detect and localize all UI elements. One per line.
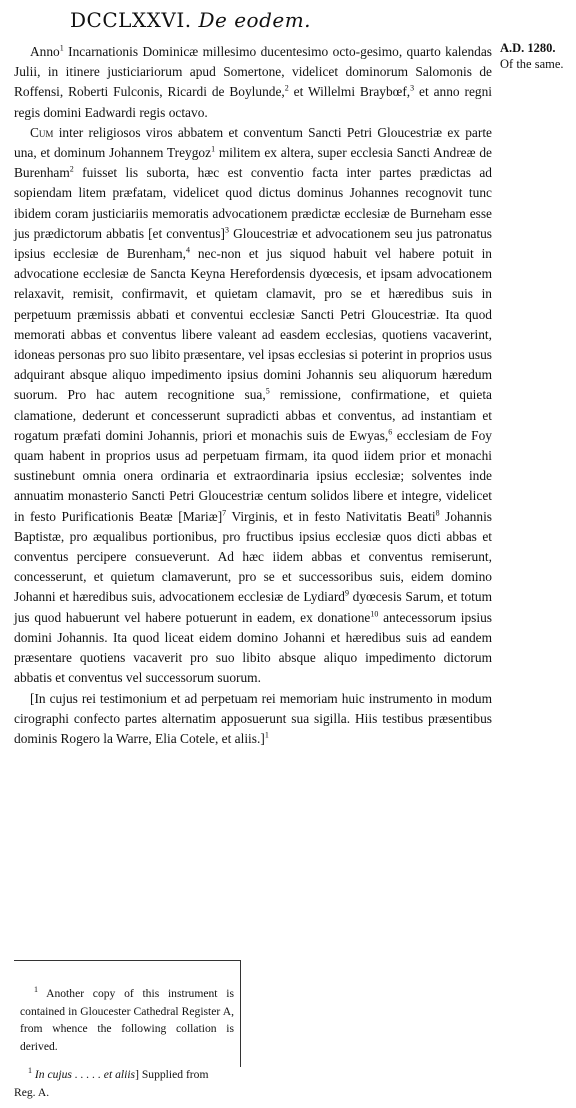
- text-segment: Incarnationis Dominicæ millesimo ducentesimo octo-gesimo, quarto kalendas Julii, in itinere justiciariorum apud Somertone, videlicet dominorum Salomonis de Roffensi, Roberti Fulconis, Ricardi de Boylunde,: [14, 44, 492, 100]
- footnote-ref: 2: [69, 164, 74, 174]
- footnote-lemma: In cujus . . . . . et aliis: [32, 1068, 136, 1081]
- text-segment: remissione, confirmatione, et quieta clamatione, dederunt et concesserunt supradicti abbas et conventus, ad instantiam et rogatum præfati domini Johannis, priori et monachis suis de Ewyas,: [14, 387, 492, 443]
- text-segment: dyœcesis Sarum, et totum jus quod habuerunt vel habere potuerunt in eadem, ex donatione: [14, 589, 492, 625]
- footnote-ref: 5: [265, 386, 270, 396]
- footnote-ref: 8: [435, 508, 440, 518]
- text-segment: Johannis Baptistæ, pro æqualibus portionibus, pro fructibus ipsius ecclesiæ quos dicti abbas et conventus percipere consueverunt. Ad hæc iidem abbas et conventus remiserunt, concesserunt, et quietum clamaverunt, pro se et successoribus suis, eidem domino Johanni et hæredibus suis, advocationem ecclesiæ de Lydiard: [14, 508, 492, 605]
- footnote-ref: 3: [225, 225, 230, 235]
- footnote-text: [14, 1066, 230, 1101]
- charter-subtitle: De eodem.: [198, 8, 312, 32]
- paragraph-testimony: [14, 689, 492, 750]
- charter-number: DCCLXXVI.: [70, 8, 192, 32]
- text-segment: Gloucestriæ et advocationem seu jus patronatus ipsius ecclesiæ de Burenham,: [14, 225, 492, 262]
- footnote-boxed: [14, 960, 241, 1067]
- text-segment: Cum: [30, 124, 54, 140]
- charter-text: [14, 42, 492, 749]
- footnote-ref: 7: [222, 508, 227, 518]
- paragraph-agreement: [14, 123, 492, 689]
- text-segment: inter religiosos viros abbatem et conventum Sancti Petri Gloucestriæ ex parte una, et dominum Johannem Treygoz: [14, 124, 492, 161]
- text-segment: Anno: [30, 44, 60, 59]
- text-segment: militem ex altera, super ecclesia Sancti Andreæ de Burenham: [14, 145, 492, 181]
- text-segment: et Willelmi Braybœf,: [288, 84, 411, 100]
- text-segment: ecclesiam de Foy quam habent in proprios usus ad perpetuam firmam, ita quod iidem prior et monachi sustinebunt omnia onera ordinaria et extraordinaria ipsius ecclesiæ; solventes inde annuatim monasterio Sancti Petri Gloucestriæ centum solidos libere et integre, videlicet in festo Purificationis Beatæ [Mariæ]: [14, 427, 492, 524]
- text-segment: Virginis, et in festo Nativitatis Beati: [226, 508, 436, 524]
- footnote-number: 1: [34, 985, 38, 995]
- footnote-ref: 10: [370, 609, 379, 619]
- footnote-collation: [14, 1066, 230, 1101]
- charter-heading: [70, 8, 470, 32]
- footnote-ref: 9: [345, 589, 349, 599]
- text-segment: fuisset lis suborta, hæc est conventio facta inter partes prædictas ad sopiendam litem præfatam, videlicet quod dictus dominus Johannes recognovit tunc ibidem coram justiciariis memoratis advocationem prædictæ ecclesiæ de Burneham esse jus prædictorum abbatis [et conventus]: [14, 165, 492, 241]
- paragraph-dating-clause: [14, 42, 492, 123]
- footnote-text: [20, 985, 234, 1055]
- text-segment: nec-non et jus siquod habuit vel habere potuit in advocatione ecclesiæ de Sancta Keyna Herefordensis dyœcesis, et ipsam advocationem relaxavit, remisit, confirmavit, et quietam clamavit, pro se et hæredibus suis in perpetuum præmissis abbati et conventui ecclesiæ Sancti Petri Gloucestriæ. Ita quod memorati abbas et conventus libere valeant ad easdem ecclesias, quotiens vacaverint, idoneas personas pro suo libito præsentare, vel ipsas ecclesias si poterint in proprios usus adquirant absque aliquo impedimento ipsius domini Johannis seu aliquorum hæredum suorum. Pro hac autem recognitione sua,: [14, 246, 493, 403]
- footnote-body: ] Supplied from Reg. A.: [14, 1068, 209, 1099]
- margin-note-text: Of the same.: [500, 57, 564, 71]
- margin-note: [500, 40, 574, 72]
- text-segment: et anno regni regis domini Eadwardi regis octavo.: [14, 84, 493, 120]
- footnote-ref: 6: [388, 427, 393, 437]
- text-segment: [In cujus rei testimonium et ad perpetuam rei memoriam huic instrumento in modum cirographi confecto partes alternatim apposuerunt sua sigilla. Hiis testibus præsentibus dominis Rogero la Warre, Elia Cotele, et aliis.]: [14, 690, 492, 746]
- footnote-ref: 4: [185, 245, 190, 255]
- text-segment: antecessorum ipsius domini Johannis. Ita quod liceat eidem domino Johanni et hæredibus suis ad eandem præsentare quotiens vacaverit pro suo libito absque aliquo impedimento dictorum abbatis et conventus vel successorum suorum.: [14, 609, 493, 686]
- footnote-number: 1: [28, 1066, 32, 1076]
- margin-year: A.D. 1280.: [500, 41, 556, 55]
- footnote-ref: 1: [264, 730, 269, 740]
- footnote-ref: 1: [59, 43, 64, 53]
- footnote-ref: 2: [284, 83, 289, 93]
- footnote-ref: 3: [410, 83, 415, 93]
- footnote-body: Another copy of this instrument is contained in Gloucester Cathedral Register A, from whence the following collation is derived.: [20, 987, 234, 1053]
- footnote-ref: 1: [211, 144, 216, 154]
